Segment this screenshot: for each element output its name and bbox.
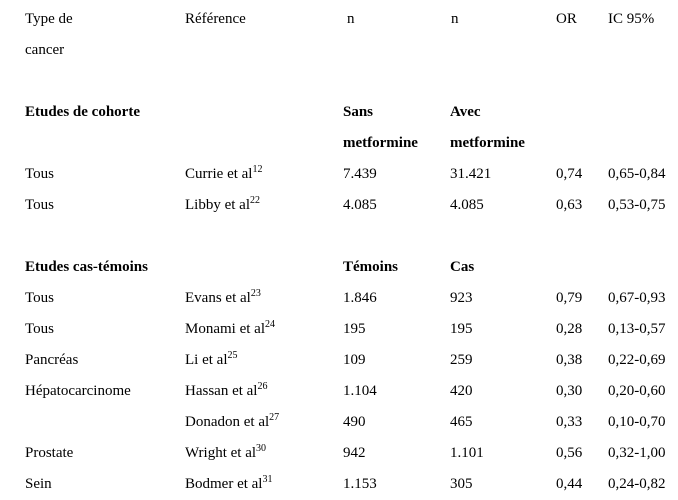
cohort-row-1-or: 0,74 [556, 166, 583, 182]
header-type-line2: cancer [25, 42, 65, 58]
header-n2: n [451, 11, 459, 27]
cohort-row-2-ic: 0,53-0,75 [608, 197, 666, 213]
casecontrol-col3: Témoins [343, 259, 399, 275]
cc-row-7-type: Sein [25, 476, 52, 492]
cohort-row-2-n2: 4.085 [450, 197, 484, 213]
cc-row-2-n1: 195 [343, 321, 366, 337]
header-or: OR [556, 11, 577, 27]
cohort-col4-line1: Avec [450, 104, 481, 120]
header-ic: IC 95% [608, 11, 655, 27]
cohort-row-2-ref: Libby et $al^{22}$ [185, 195, 260, 213]
cc-row-5-ref: Donadon et $al^{27}$ [185, 412, 280, 430]
cc-row-6-n1: 942 [343, 445, 366, 461]
cc-row-2-ic: 0,13-0,57 [608, 321, 666, 337]
cc-row-1-or: 0,79 [556, 290, 583, 306]
cohort-row-1-n1: 7.439 [343, 166, 377, 182]
section-title-cohort: Etudes de cohorte [25, 104, 140, 120]
cc-row-4-ref: Hassan et $al^{26}$ [185, 381, 268, 399]
cohort-col4-line2: metformine [450, 135, 525, 151]
header-type-line1: Type de [25, 11, 73, 27]
cc-row-1-type: Tous [25, 290, 54, 306]
cohort-row-2-n1: 4.085 [343, 197, 377, 213]
header-n1: n [347, 11, 355, 27]
cc-row-4-ic: 0,20-0,60 [608, 383, 666, 399]
cc-row-7-ref: Bodmer et $al^{31}$ [185, 474, 273, 492]
cc-row-4-n1: 1.104 [343, 383, 377, 399]
cc-row-2-type: Tous [25, 321, 54, 337]
cc-row-5-or: 0,33 [556, 414, 583, 430]
cc-row-4-n2: 420 [450, 383, 473, 399]
cc-row-6-n2: 1.101 [450, 445, 484, 461]
cc-row-5-ic: 0,10-0,70 [608, 414, 666, 430]
cc-row-7-n1: 1.153 [343, 476, 377, 492]
cc-row-7-ic: 0,24-0,82 [608, 476, 666, 492]
section-title-casecontrol: Etudes cas-témoins [25, 259, 148, 275]
cohort-row-2-or: 0,63 [556, 197, 583, 213]
cc-row-5-n1: 490 [343, 414, 366, 430]
cc-row-6-type: Prostate [25, 445, 74, 461]
cc-row-3-ref: Li et $al^{25}$ [185, 350, 238, 368]
cohort-row-1-ic: 0,65-0,84 [608, 166, 666, 182]
cohort-col3-line2: metformine [343, 135, 418, 151]
cc-row-3-or: 0,38 [556, 352, 583, 368]
cc-row-1-n1: 1.846 [343, 290, 377, 306]
cohort-row-1-n2: 31.421 [450, 166, 492, 182]
cc-row-1-ic: 0,67-0,93 [608, 290, 666, 306]
cc-row-6-ic: 0,32-1,00 [608, 445, 666, 461]
cohort-col3-line1: Sans [343, 104, 374, 120]
cc-row-7-or: 0,44 [556, 476, 583, 492]
cc-row-3-type: Pancréas [25, 352, 79, 368]
cohort-row-2-type: Tous [25, 197, 54, 213]
casecontrol-col4: Cas [450, 259, 475, 275]
cc-row-2-ref: Monami et $al^{24}$ [185, 319, 275, 337]
cc-row-3-n1: 109 [343, 352, 366, 368]
cc-row-6-ref: Wright et $al^{30}$ [185, 443, 267, 461]
cc-row-4-type: Hépatocarcinome [25, 383, 131, 399]
cohort-row-1-type: Tous [25, 166, 54, 182]
cc-row-2-n2: 195 [450, 321, 473, 337]
cc-row-3-ic: 0,22-0,69 [608, 352, 666, 368]
cc-row-5-n2: 465 [450, 414, 473, 430]
cohort-row-1-ref: Currie et $al^{12}$ [185, 164, 263, 182]
cc-row-4-or: 0,30 [556, 383, 583, 399]
cc-row-7-n2: 305 [450, 476, 473, 492]
cc-row-3-n2: 259 [450, 352, 473, 368]
header-reference: Référence [185, 11, 246, 27]
cc-row-6-or: 0,56 [556, 445, 583, 461]
cc-row-1-n2: 923 [450, 290, 473, 306]
cc-row-1-ref: Evans et $al^{23}$ [185, 288, 261, 306]
cc-row-2-or: 0,28 [556, 321, 583, 337]
